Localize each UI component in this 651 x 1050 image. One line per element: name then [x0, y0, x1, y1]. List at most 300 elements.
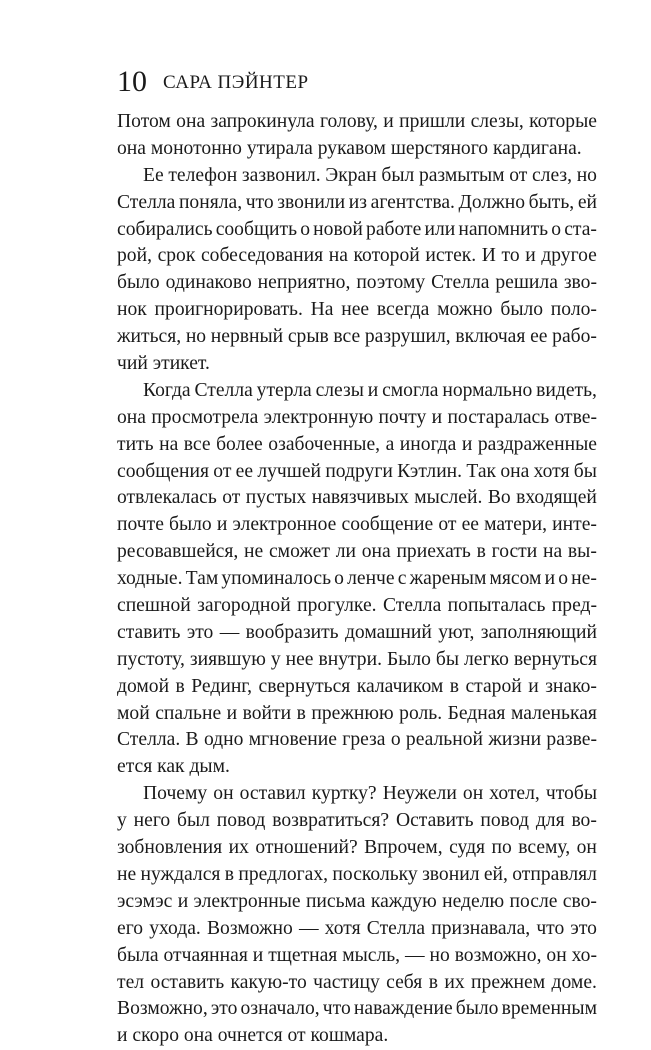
word: домой [117, 675, 170, 697]
word: у [270, 648, 281, 670]
word: новой [313, 218, 363, 240]
paragraph [117, 109, 597, 163]
word: Оставить [395, 810, 474, 832]
word: напомнить [458, 218, 549, 240]
word: или [424, 218, 456, 240]
word: домашний [344, 621, 432, 643]
text-line [117, 512, 597, 539]
word: Бедная [447, 702, 506, 724]
word: сообщение [341, 514, 434, 536]
word: пустоту, [117, 648, 185, 670]
word: старой [465, 675, 522, 697]
word: и [177, 890, 189, 912]
text-line [117, 862, 597, 889]
word: повод [480, 810, 529, 832]
word: — [219, 621, 240, 643]
word: электронное [232, 514, 337, 536]
word: внутри. [318, 648, 382, 670]
word: нервный [210, 326, 284, 348]
word: доме. [551, 971, 597, 993]
word: Должно [458, 191, 526, 213]
word: и [216, 514, 228, 536]
word: заполняющий [480, 621, 597, 643]
word: во- [571, 810, 597, 832]
word: Было [386, 648, 431, 670]
word: было [500, 299, 544, 321]
word: хотя [324, 917, 361, 939]
word: но [576, 164, 597, 186]
word: роль. [399, 702, 443, 724]
word: мысль, [342, 944, 401, 966]
word: о [558, 568, 569, 590]
word: от [509, 164, 528, 186]
word: бы [573, 460, 597, 482]
word: электронную [263, 406, 374, 428]
word: он [213, 783, 234, 805]
word: в [296, 702, 306, 724]
text-line [117, 270, 597, 297]
word: размытым [418, 164, 505, 186]
word: телефон [168, 164, 238, 186]
word: срыв [287, 326, 329, 348]
word: о [334, 568, 344, 590]
text-line [117, 835, 597, 862]
word: Возможно, [117, 998, 208, 1020]
word: видеть, [536, 379, 597, 401]
word: и [367, 379, 379, 401]
word: И [481, 245, 496, 267]
word: прежнем [471, 971, 546, 993]
word: поэтому [356, 272, 426, 294]
word: слезы [315, 379, 364, 401]
word: маленькая [510, 702, 597, 724]
word: Стелла [117, 191, 176, 213]
word: истек. [425, 245, 477, 267]
text-line [117, 970, 597, 997]
word: отчаянная [163, 944, 248, 966]
word: чтобы [545, 783, 597, 805]
word: матери, [484, 514, 548, 536]
word: постаралась [447, 406, 550, 428]
word: греза [342, 729, 386, 751]
text-line [117, 217, 597, 244]
word: сообщения [117, 460, 210, 482]
word: просмотрела [151, 406, 259, 428]
word: зво- [563, 272, 597, 294]
word: войти [242, 702, 292, 724]
word: Потом [117, 111, 171, 132]
word: ставить [117, 621, 181, 643]
word: сможет [268, 541, 330, 563]
text-line [117, 808, 597, 835]
word: загородной [197, 595, 291, 617]
word: разрушил, [364, 326, 451, 348]
word: Стелла [382, 595, 442, 617]
word: мясом [489, 568, 542, 590]
word: реальной [405, 729, 484, 751]
word: Ее [143, 164, 164, 186]
word: но [429, 944, 450, 966]
word: Стелла [194, 379, 253, 401]
word: было [117, 272, 160, 294]
word: ленче [347, 568, 395, 590]
word: собеседования [200, 245, 324, 267]
word: ухода. [149, 917, 201, 939]
word: него [133, 810, 171, 832]
text-line [117, 243, 597, 270]
word: ста- [564, 218, 597, 240]
word: это [210, 998, 238, 1020]
text-line [117, 701, 597, 728]
word: повод [216, 810, 266, 832]
word: признавала, [431, 917, 531, 939]
word: все [333, 326, 361, 348]
word: Кэтлин. [397, 460, 463, 482]
word: мыслей. [414, 487, 483, 509]
word: от [438, 514, 457, 536]
word: жизни [488, 729, 542, 751]
running-title: САРА ПЭЙНТЕР [163, 72, 309, 93]
word: тить [117, 433, 154, 455]
word: его [117, 917, 144, 939]
word: о [551, 218, 562, 240]
word: мгновение [248, 729, 337, 751]
paragraph [117, 781, 597, 1050]
text-line [117, 889, 597, 916]
word: наваждение [353, 998, 453, 1020]
word: неделю [442, 890, 505, 912]
word: попыталась [447, 595, 546, 617]
word: Впрочем, [364, 837, 443, 859]
word: неприятно, [257, 272, 351, 294]
word: смогла [382, 379, 439, 401]
word: упоминалось [221, 568, 332, 590]
word: ресовавшейся, [117, 541, 239, 563]
word: другое [541, 245, 597, 267]
word: тел [117, 971, 145, 993]
word: ли [335, 541, 356, 563]
word: и [252, 944, 264, 966]
text-line [117, 432, 597, 459]
word: поло- [550, 299, 597, 321]
word: рой, [117, 245, 152, 267]
word: решила [495, 272, 558, 294]
text-line [117, 566, 597, 593]
word: сообщить [215, 218, 298, 240]
word: ей, [483, 863, 508, 885]
word: спальне [155, 702, 222, 724]
word: что [245, 191, 274, 213]
word: письма [305, 890, 366, 912]
word: агентства. [370, 191, 455, 213]
word: Стелла [431, 272, 490, 294]
word: из [348, 191, 368, 213]
word: означало, [240, 998, 320, 1020]
word: более [216, 433, 263, 455]
word: он [546, 944, 567, 966]
word: эсэмэс [117, 890, 173, 912]
word: прежнюю [311, 702, 394, 724]
word: входящей [516, 487, 597, 509]
word: житься, [117, 326, 182, 348]
word: возможно, [454, 944, 542, 966]
word: ей [577, 191, 597, 213]
word: на [159, 433, 179, 455]
word: — [298, 917, 319, 939]
word: пред- [551, 595, 597, 617]
word: иногда [399, 433, 457, 455]
text-line: она монотонно утирала рукавом шерстяного кардигана. [117, 137, 582, 159]
word: она [500, 460, 530, 482]
word: и [528, 675, 539, 697]
word: это [570, 917, 597, 939]
word: вообразить [245, 621, 339, 643]
text-line [117, 620, 597, 647]
word: от [222, 487, 241, 509]
word: их [228, 837, 249, 859]
word: гости [491, 541, 538, 563]
word: нок [117, 299, 147, 321]
word: он [462, 783, 484, 805]
word: лучшей [257, 460, 322, 482]
word: пустых [245, 487, 307, 509]
word: раздраженные [477, 433, 597, 455]
word: Экран [325, 164, 377, 186]
word: ее [235, 460, 254, 482]
word: На [310, 299, 334, 321]
word: ее [461, 514, 479, 536]
word: озабоченные, [268, 433, 381, 455]
word: Стелла. [117, 729, 181, 751]
word: слезы, [470, 111, 524, 132]
word: знако- [545, 675, 597, 697]
text-line [117, 297, 597, 324]
word: отве- [554, 406, 597, 428]
word: после [509, 890, 558, 912]
word: ее [530, 326, 548, 348]
text-line [117, 324, 597, 351]
text-line [117, 781, 597, 808]
page-number: 10 [117, 65, 147, 98]
text-line: ется как дым. [117, 756, 230, 778]
word: тщетная [268, 944, 338, 966]
word: звонил [422, 863, 480, 885]
word: Рединг, [191, 675, 253, 697]
word: отвлекалась [117, 487, 217, 509]
word: было [169, 514, 212, 536]
word: и [226, 702, 238, 724]
text-line [117, 485, 597, 512]
word: подруги [325, 460, 393, 482]
word: утерла [256, 379, 312, 401]
word: на [542, 541, 563, 563]
word: — [404, 944, 425, 966]
text-line [117, 647, 597, 674]
word: временным [501, 998, 597, 1020]
text-line: и скоро она очнется от кошмара. [117, 1025, 389, 1047]
word: одно [203, 729, 244, 751]
word: одинаково [165, 272, 252, 294]
word: рабо- [552, 326, 597, 348]
word: она [117, 406, 146, 428]
text-line [117, 190, 597, 217]
word: легко [464, 648, 509, 670]
word: срок [157, 245, 196, 267]
word: на [328, 245, 348, 267]
word: пришли [399, 111, 466, 132]
word: навязчивых [311, 487, 409, 509]
word: мой [117, 702, 150, 724]
word: запрокинула [210, 111, 315, 132]
word: инте- [552, 514, 597, 536]
word: не- [571, 568, 597, 590]
word: и [431, 406, 443, 428]
word: сво- [562, 890, 597, 912]
word: что [322, 998, 351, 1020]
word: собирались [117, 218, 213, 240]
word: в [428, 971, 438, 993]
word: нее [341, 299, 370, 321]
word: частицу [313, 971, 380, 993]
word: куртку? [311, 783, 377, 805]
word: и [525, 245, 536, 267]
word: о [300, 218, 310, 240]
word: зиявшую [189, 648, 266, 670]
word: себя [386, 971, 423, 993]
word: вы- [567, 541, 597, 563]
word: почту [378, 406, 427, 428]
word: хотя [533, 460, 570, 482]
word: нормально [442, 379, 533, 401]
word: хотел, [489, 783, 540, 805]
body-text [117, 109, 597, 1050]
word: всему, [518, 837, 571, 859]
word: Во [487, 487, 511, 509]
word: он [576, 837, 597, 859]
word: которые [529, 111, 597, 132]
paragraph [117, 163, 597, 378]
word: поняла, [178, 191, 243, 213]
text-line [117, 163, 597, 190]
text-line [117, 727, 597, 754]
word: прогулке. [297, 595, 377, 617]
word: все [183, 433, 211, 455]
word: она [361, 541, 391, 563]
word: это [186, 621, 214, 643]
word: она [176, 111, 206, 132]
word: нуждался [140, 863, 221, 885]
word: был [381, 164, 415, 186]
text-line [117, 405, 597, 432]
word: не [117, 863, 137, 885]
word: почте [117, 514, 164, 536]
word: Почему [143, 783, 208, 805]
word: оставить [150, 971, 225, 993]
word: и [544, 568, 556, 590]
text-line [117, 539, 597, 566]
word: поскольку [332, 863, 418, 885]
word: Стелла [366, 917, 426, 939]
word: и [383, 111, 394, 132]
word: их [444, 971, 465, 993]
word: у [117, 810, 127, 832]
word: хо- [571, 944, 597, 966]
word: не [244, 541, 264, 563]
word: зобновления [117, 837, 223, 859]
word: возвратиться? [272, 810, 390, 832]
word: в [476, 541, 486, 563]
paragraph [117, 378, 597, 781]
word: о [390, 729, 401, 751]
word: разве- [546, 729, 597, 751]
word: была [117, 944, 159, 966]
word: но [185, 326, 207, 348]
text-line [117, 109, 597, 136]
word: что [536, 917, 565, 939]
word: в [175, 675, 185, 697]
word: то [501, 245, 520, 267]
word: Неужели [382, 783, 457, 805]
word: включая [455, 326, 526, 348]
word: голову, [319, 111, 378, 132]
word: от [213, 460, 232, 482]
word: звонили [277, 191, 346, 213]
word: с [397, 568, 407, 590]
word: электронные [193, 890, 301, 912]
word: Возможно [206, 917, 293, 939]
text-line [117, 593, 597, 620]
word: отправлял [512, 863, 597, 885]
word: жареным [409, 568, 487, 590]
word: свернуться [258, 675, 351, 697]
word: проигнорировать. [154, 299, 303, 321]
word: всегда [376, 299, 430, 321]
word: слез, [531, 164, 573, 186]
text-line [117, 674, 597, 701]
word: приехать [396, 541, 471, 563]
word: В [185, 729, 199, 751]
word: Так [466, 460, 497, 482]
word: калачиком [356, 675, 444, 697]
text-line: чий этикет. [117, 353, 210, 375]
word: можно [437, 299, 493, 321]
text-line [117, 916, 597, 943]
word: в [224, 863, 235, 885]
word: нее [285, 648, 314, 670]
word: уют, [438, 621, 475, 643]
word: предлогах, [238, 863, 329, 885]
word: оставил [239, 783, 306, 805]
word: был [177, 810, 210, 832]
word: было [455, 998, 499, 1020]
word: для [535, 810, 565, 832]
text-line [117, 996, 597, 1023]
word: Там [185, 568, 219, 590]
word: которой [353, 245, 420, 267]
word: ходные. [117, 568, 183, 590]
word: Когда [143, 379, 191, 401]
running-head [117, 64, 597, 104]
word: в [449, 675, 459, 697]
word: каждую [370, 890, 437, 912]
word: быть, [528, 191, 575, 213]
word: отношений? [255, 837, 358, 859]
text-line [117, 378, 597, 405]
word: бы [435, 648, 460, 670]
word: по [491, 837, 512, 859]
word: какую-то [230, 971, 307, 993]
word: зазвонил. [241, 164, 321, 186]
